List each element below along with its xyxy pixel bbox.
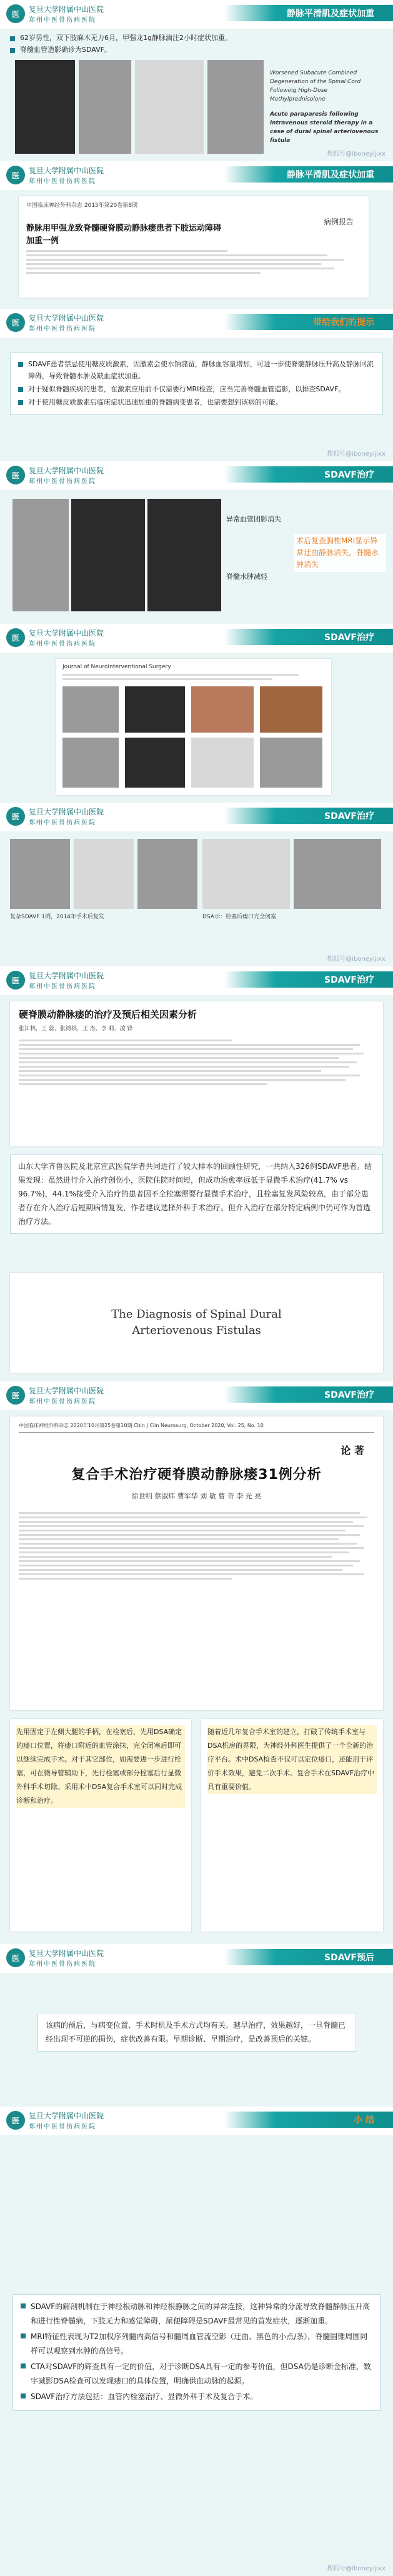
summary-list bbox=[12, 2294, 381, 2411]
hospital-logo: 医 复旦大学附属中山医院 郑州中医骨伤病医院 bbox=[6, 1948, 104, 1968]
hospital-logo: 医 复旦大学附属中山医院 郑州中医骨伤病医院 bbox=[6, 465, 104, 485]
list-item: SDAVF的解剖机制在于神经根动脉和神经根静脉之间的异常连接，这种异常的分流导致脊髓静脉压升高和进行性脊髓病，下肢无力和感觉障碍，尿便障碍是SDAVF最常见的首发症状，逐渐加重。 bbox=[21, 2300, 372, 2328]
slide-header bbox=[0, 1944, 393, 1973]
figure-caption: 复杂SDAVF 1例，2014年手术后复发 bbox=[10, 914, 104, 920]
angiography-image bbox=[125, 738, 185, 788]
angiography-image bbox=[202, 839, 290, 909]
angiography-image bbox=[74, 839, 134, 909]
angiography-image bbox=[294, 839, 381, 909]
annotation: 异常血管团影消失 bbox=[226, 515, 281, 523]
section-banner: SDAVF预后 bbox=[224, 1949, 393, 1965]
mri-image bbox=[147, 499, 221, 611]
hospital-emblem-icon: 医 bbox=[6, 628, 25, 647]
slide-2 bbox=[0, 161, 393, 309]
slide-9 bbox=[0, 1944, 393, 2107]
list-item: CTA对SDAVF的筛查具有一定的价值，对于诊断DSA具有一定的参考价值，但DSA仍是诊断金标准，数字减影DSA检查可以发现瘘口的具体位置，明确供血动脉的起源。 bbox=[21, 2360, 372, 2388]
hospital-emblem-icon: 医 bbox=[6, 466, 25, 484]
section-banner: SDAVF治疗 bbox=[224, 1386, 393, 1403]
list-item: MRI特征性表现为T2加权序列髓内高信号和髓周血管流空影（迂曲、黑色的小点/条），脊髓圆锥周围同样可以观察到水肿的高信号。 bbox=[21, 2330, 372, 2358]
tips-box bbox=[10, 353, 383, 415]
hospital-logo: 医 复旦大学附属中山医院 郑州中医骨伤病医院 bbox=[6, 970, 104, 990]
slide-7 bbox=[0, 966, 393, 1381]
summary-box: 山东大学齐鲁医院及北京宣武医院学者共同进行了较大样本的回顾性研究，一共纳入326例SDAVF患者。结果发现：虽然进行介入治疗创伤小，医院住院时间短，但成功治愈率远低于显微手术治疗(41.7% vs 96.7%)，44.1%接受介入治疗的患者因不全栓塞需要行显微手术治疗，且栓塞复发风险较高，由于部分患者存在介入治疗后短期病情复发，作者建议选择外科手术治疗。但介入治疗在部分特定病例中仍可作为首选治疗方法。 bbox=[10, 1154, 383, 1234]
slide-3 bbox=[0, 309, 393, 461]
angiography-image bbox=[10, 839, 70, 909]
hospital-emblem-icon: 医 bbox=[6, 4, 25, 23]
section-banner: SDAVF治疗 bbox=[224, 971, 393, 988]
angiography-image bbox=[62, 686, 119, 733]
slide-4 bbox=[0, 461, 393, 624]
paper-clipping: 硬脊膜动静脉瘘的治疗及预后相关因素分析 张江林，王 蕊，张鸿祺，王 杰，李 莉，凌 锋 bbox=[10, 1001, 383, 1146]
mri-image bbox=[12, 499, 69, 611]
paper-clipping: Journal of NeuroInterventional Surgery bbox=[56, 659, 331, 795]
hospital-logo: 医 复旦大学附属中山医院 郑州中医骨伤病医院 bbox=[6, 806, 104, 826]
surgery-photo bbox=[260, 686, 322, 733]
slide-header bbox=[0, 0, 393, 29]
angiography-image bbox=[135, 60, 204, 154]
hospital-emblem-icon: 医 bbox=[6, 1386, 25, 1405]
section-banner: SDAVF治疗 bbox=[224, 466, 393, 483]
list-item: 对于使用糖皮质激素后临床症状迅速加重的脊髓病变患者，也需要想到该病的可能。 bbox=[18, 396, 375, 408]
figure-caption: DSA示：栓塞后瘘口完全闭塞 bbox=[202, 914, 276, 920]
list-item: 脊髓血管造影确诊为SDAVF。 bbox=[10, 44, 383, 55]
angiography-image bbox=[191, 738, 254, 788]
mri-image bbox=[71, 499, 145, 611]
slide-header bbox=[0, 2107, 393, 2135]
slide-5 bbox=[0, 624, 393, 803]
annotation: 脊髓水肿减轻 bbox=[226, 573, 267, 581]
watermark: 搜狐号@iboneyijixx bbox=[327, 956, 386, 963]
slide-header bbox=[0, 624, 393, 653]
section-banner: 静脉平滑肌及症状加重 bbox=[224, 166, 393, 183]
hospital-logo: 医 复旦大学附属中山医院 郑州中医骨伤病医院 bbox=[6, 165, 104, 185]
angiography-image bbox=[260, 738, 322, 788]
hospital-logo: 医 复旦大学附属中山医院 郑州中医骨伤病医院 bbox=[6, 628, 104, 648]
paper-clipping: The Diagnosis of Spinal Dural Arteriovenous Fistulas bbox=[10, 1273, 383, 1373]
list-item: 对于疑似脊髓疾病的患者，在激素应用前不仅需要行MRI检查，应当完善脊髓血管造影，以排查SDAVF。 bbox=[18, 383, 375, 395]
watermark: 搜狐号@iboneyijixx bbox=[327, 451, 386, 458]
hospital-logo: 医 复旦大学附属中山医院 郑州中医骨伤病医院 bbox=[6, 313, 104, 333]
section-banner: 小 结 bbox=[224, 2112, 393, 2128]
paper-excerpt-right: 随着近几年复合手术室的建立，打破了传统手术室与DSA机房的界限，为神经外科医生提供了一个全新的治疗平台。术中DSA检查不仅可以定位瘘口，还能用于评价手术效果，避免二次手术。复合手术在SDAVF治疗中具有重要价值。 bbox=[201, 1719, 383, 1932]
angiography-image bbox=[207, 60, 264, 154]
hospital-emblem-icon: 医 bbox=[6, 166, 25, 184]
angiography-image bbox=[137, 839, 197, 909]
slide-header bbox=[0, 161, 393, 190]
mri-image bbox=[79, 60, 131, 154]
slide-1: 医 复旦大学附属中山医院 郑州中医骨伤病医院 静脉平滑肌及症状加重 62岁男性，双下肢麻木无力6月，甲强龙1g静脉滴注2小时症状加重。 脊髓血管造影确诊为SDAVF。 Worsened Subacute Combined Degeneration of the Spinal Cord Following High-Dose Methylprednisolone Acute paraparesis following intravenous steroid therapy in a case of dural spinal arteriovenous fistula 搜狐号@iboneyijixx bbox=[0, 0, 393, 161]
highlight-note: 术后复查胸椎MRI显示异常迂曲静脉消失，脊髓水肿消失 bbox=[294, 534, 386, 572]
hospital-emblem-icon: 医 bbox=[6, 971, 25, 990]
hospital-emblem-icon: 医 bbox=[6, 2111, 25, 2130]
hospital-emblem-icon: 医 bbox=[6, 1948, 25, 1967]
slide-header bbox=[0, 309, 393, 338]
hospital-emblem-icon: 医 bbox=[6, 313, 25, 332]
slide-header bbox=[0, 803, 393, 831]
paper-excerpt-left: 先用固定于左侧大腿的手柄，在栓塞后，先用DSA确定的瘘口位置，将瘘口附近的血管涂抹，完全闭塞后即可以继续完成手术。对于其它部位，如需要进一步进行栓塞，可在微导管辅助下，先行栓塞或部分栓塞后行显微外科手术切除。采用术中DSA复合手术室可以同时完成诊断和治疗。 bbox=[10, 1719, 191, 1932]
slide-8 bbox=[0, 1381, 393, 1944]
list-item: SDAVF治疗方法包括：血管内栓塞治疗、显微外科手术及复合手术。 bbox=[21, 2390, 372, 2404]
list-item: SDAVF患者禁忌使用糖皮质激素，因激素会使水钠潴留，静脉血容量增加，可进一步使脊髓静脉压升高及静脉回流障碍，导致脊髓水肿及缺血症状加重。 bbox=[18, 358, 375, 382]
hospital-emblem-icon: 医 bbox=[6, 807, 25, 826]
angiography-image bbox=[62, 738, 119, 788]
slide-10 bbox=[0, 2107, 393, 2576]
mri-image bbox=[15, 60, 75, 154]
list-item: 62岁男性，双下肢麻木无力6月，甲强龙1g静脉滴注2小时症状加重。 bbox=[10, 33, 383, 43]
section-banner: SDAVF治疗 bbox=[224, 808, 393, 824]
hospital-logo: 医 复旦大学附属中山医院 郑州中医骨伤病医院 bbox=[6, 4, 104, 24]
hospital-logo: 医 复旦大学附属中山医院 郑州中医骨伤病医院 bbox=[6, 1385, 104, 1405]
paper-clipping: 中国临床神经外科杂志 2015年第20卷第8期 病例报告 静脉用甲强龙致脊髓硬脊膜动静脉瘘患者下肢运动障碍加重一例 bbox=[19, 196, 369, 298]
prognosis-box: 该病的预后，与病变位置、手术时机及手术方式均有关。越早治疗，效果越好，一旦脊髓已经出现不可逆的损伤，症状改善有限。早期诊断、早期治疗，是改善预后的关键。 bbox=[37, 2013, 356, 2052]
watermark: 搜狐号@iboneyijixx bbox=[327, 2565, 386, 2572]
slide-header bbox=[0, 461, 393, 490]
surgery-photo bbox=[191, 686, 254, 733]
section-banner: SDAVF治疗 bbox=[224, 629, 393, 645]
angiography-image bbox=[125, 686, 185, 733]
paper-clipping: 中国临床神经外科杂志 2020年10月第25卷第10期 Chin J Clin Neurosurg, October 2020, Vol. 25, No. 10 论 著 复合手术治疗硬脊膜动静脉瘘31例分析 徐世明 蔡淑炜 曹军华 刘 敏 曹 奇 李 光 亮 bbox=[10, 1416, 383, 1710]
hospital-logo: 医 复旦大学附属中山医院 郑州中医骨伤病医院 bbox=[6, 2110, 104, 2130]
watermark: 搜狐号@iboneyijixx bbox=[327, 151, 386, 158]
slide-header bbox=[0, 966, 393, 995]
section-banner: 带给我们的提示 bbox=[224, 314, 393, 330]
slide-6 bbox=[0, 803, 393, 966]
slide-header bbox=[0, 1381, 393, 1410]
section-banner: 静脉平滑肌及症状加重 bbox=[224, 5, 393, 21]
